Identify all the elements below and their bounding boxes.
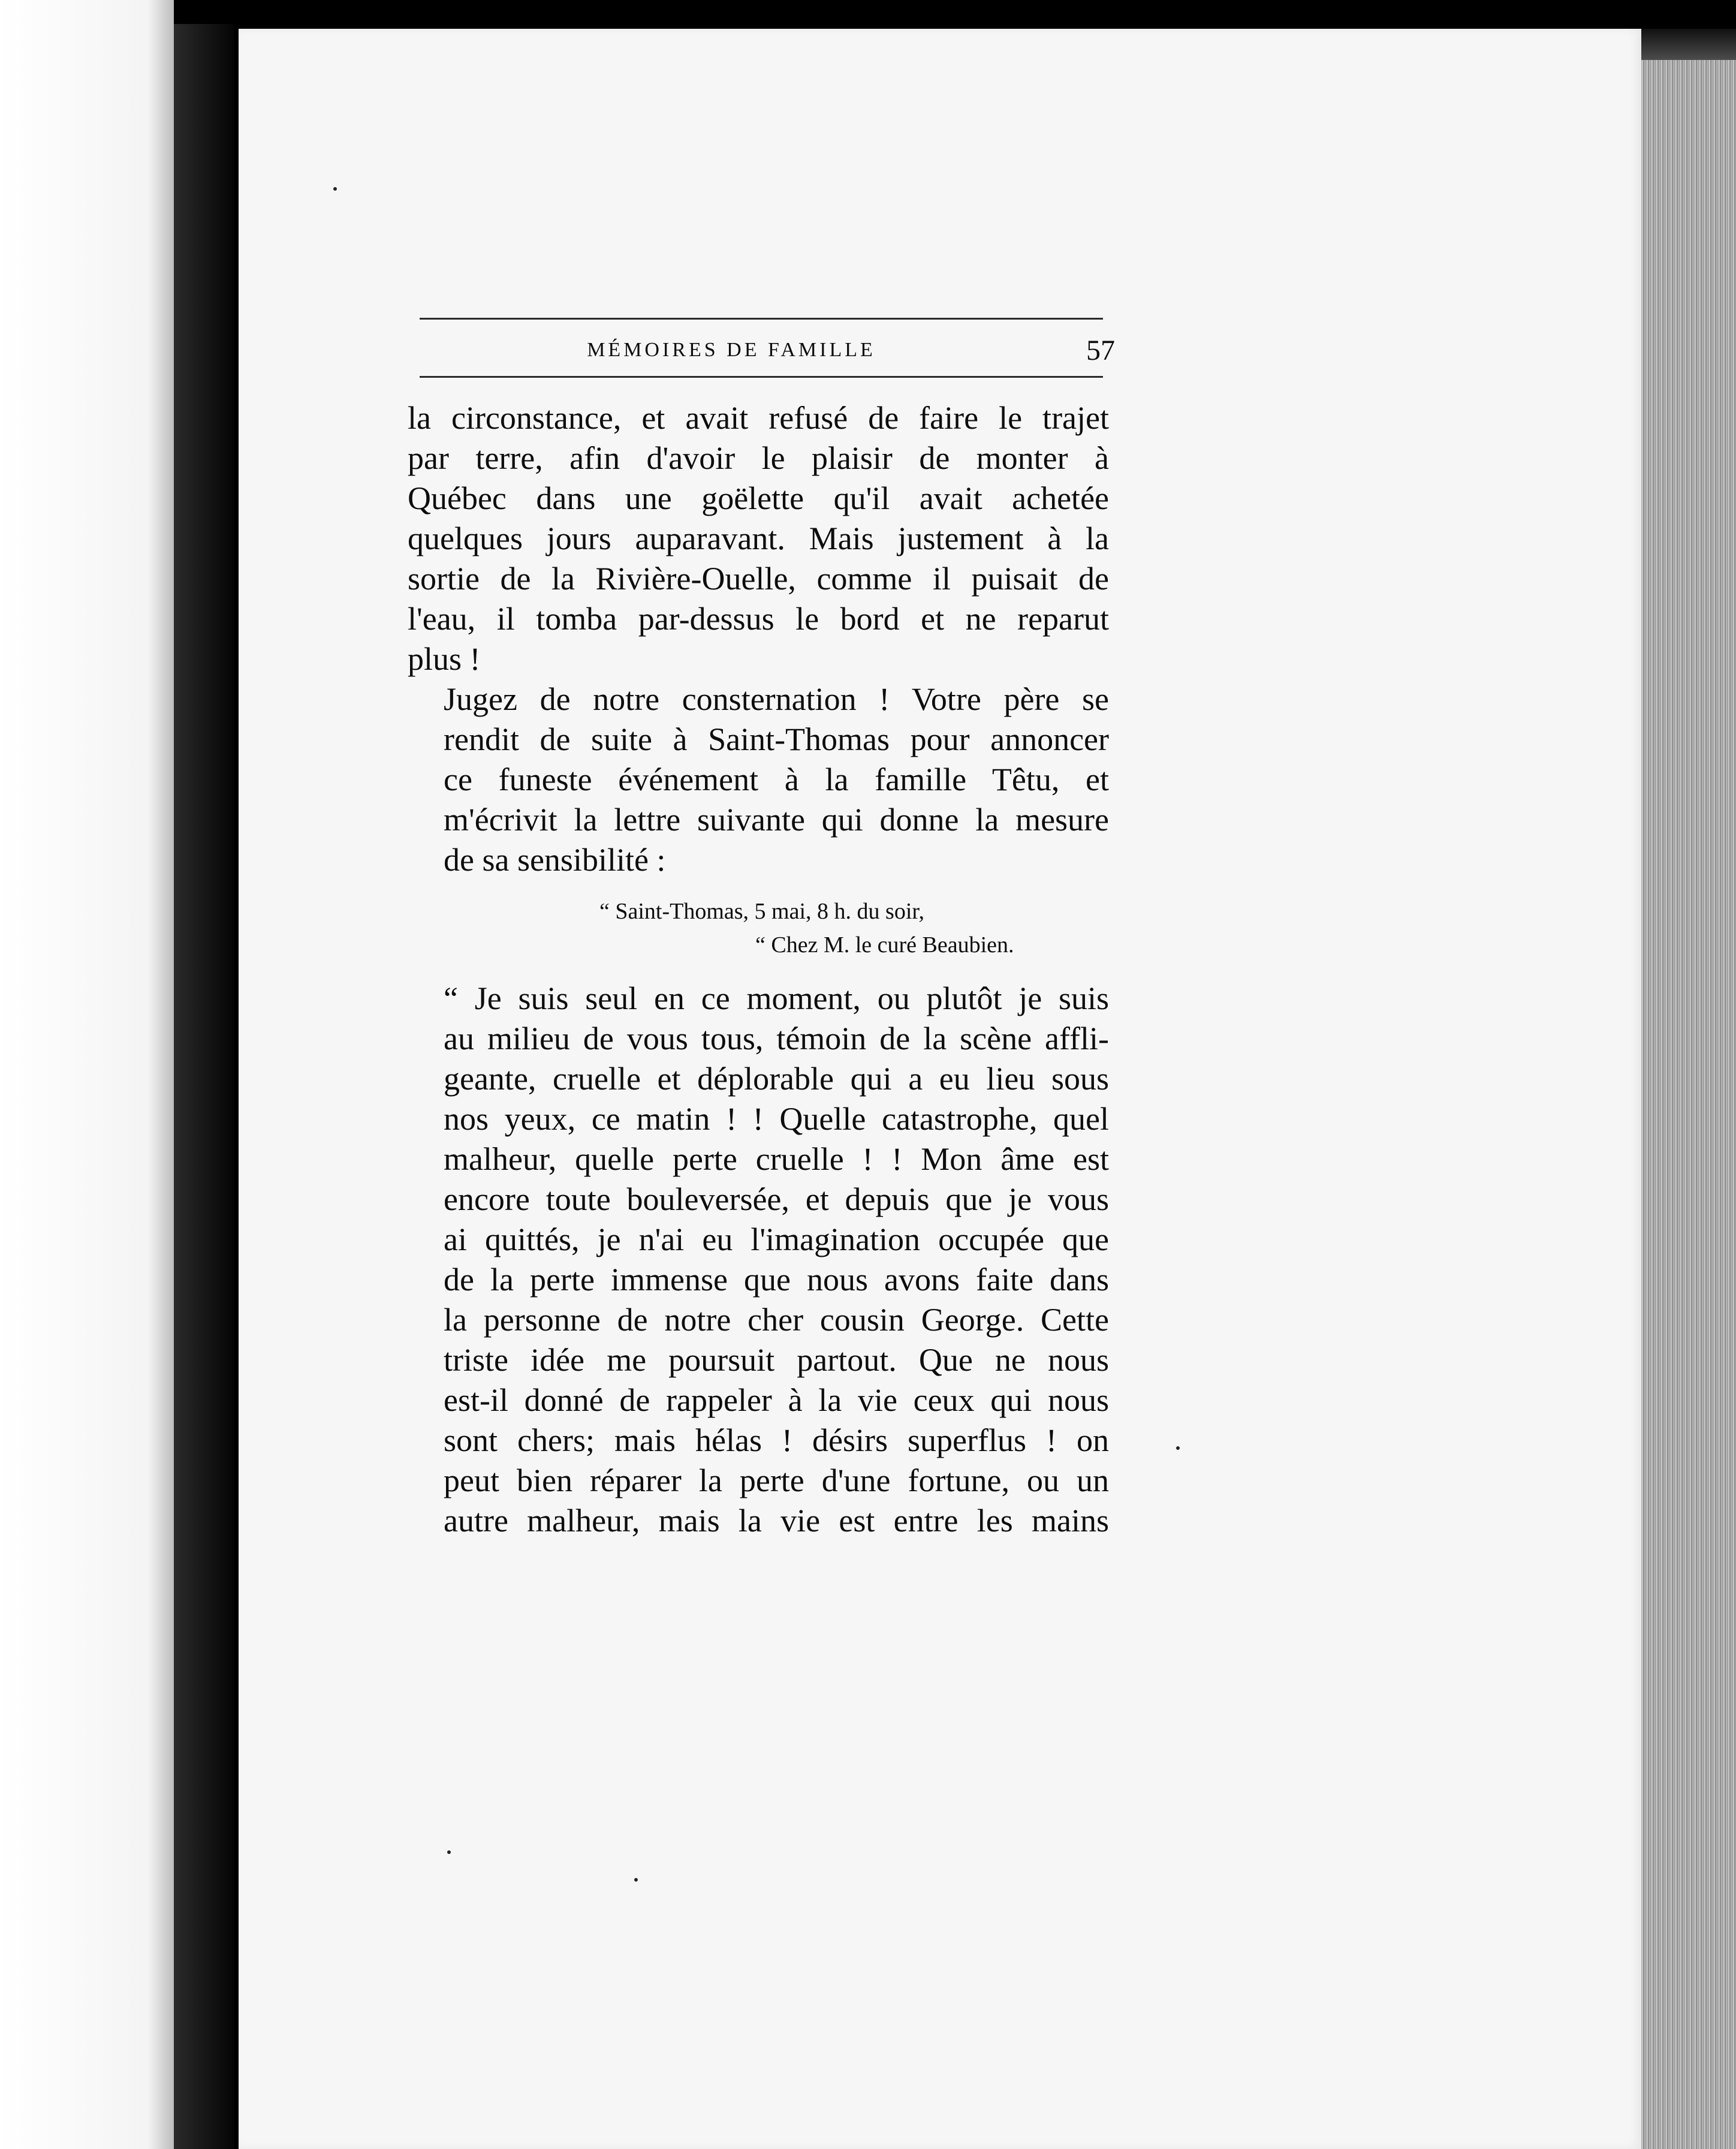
facing-page-edge	[0, 0, 174, 2149]
scan-speck	[634, 1878, 638, 1882]
text-line: autre malheur, mais la vie est entre les mains	[444, 1503, 1109, 1539]
text-line: “ Je suis seul en ce moment, ou plutôt je suis	[444, 980, 1109, 1016]
text-line: Québec dans une goëlette qu'il avait achetée	[408, 480, 1109, 516]
dateline-place-date: “ Saint-Thomas, 5 mai, 8 h. du soir,	[599, 899, 925, 924]
text-line: malheur, quelle perte cruelle ! ! Mon âme est	[444, 1141, 1109, 1177]
text-line: ce funeste événement à la famille Têtu, et	[444, 762, 1109, 797]
text-line: encore toute bouleversée, et depuis que je vous	[444, 1181, 1109, 1217]
page-stack-edges	[1641, 60, 1736, 2149]
text-line: Jugez de notre consternation ! Votre père se	[444, 681, 1109, 717]
page-text-block	[408, 318, 1115, 1541]
header-rule-bottom	[420, 376, 1103, 378]
text-line: la personne de notre cher cousin George. Cette	[444, 1302, 1109, 1338]
dateline-address: “ Chez M. le curé Beaubien.	[755, 932, 1014, 958]
text-line: sortie de la Rivière-Ouelle, comme il puisait de	[408, 561, 1109, 597]
text-line: triste idée me poursuit partout. Que ne nous	[444, 1342, 1109, 1378]
paragraph-2	[408, 679, 1109, 880]
text-line: sont chers; mais hélas ! désirs superflus ! on	[444, 1422, 1109, 1458]
page-stack-top-shadow	[1641, 29, 1736, 65]
book-gutter-shadow	[174, 24, 234, 2149]
text-line: au milieu de vous tous, témoin de la scène affli-	[444, 1021, 1109, 1057]
text-line: rendit de suite à Saint-Thomas pour annoncer	[444, 721, 1109, 757]
text-line: m'écrivit la lettre suivante qui donne la mesure	[444, 802, 1109, 838]
text-line: de la perte immense que nous avons faite dans	[444, 1262, 1109, 1298]
text-line: geante, cruelle et déplorable qui a eu lieu sous	[444, 1061, 1109, 1097]
text-line: quelques jours auparavant. Mais justement à la	[408, 520, 1109, 556]
scan-speck	[333, 187, 337, 191]
text-line: l'eau, il tomba par-dessus le bord et ne reparut	[408, 601, 1109, 637]
text-line: peut bien réparer la perte d'une fortune, ou un	[444, 1462, 1109, 1498]
running-head	[420, 334, 1115, 368]
scan-speck	[1176, 1446, 1180, 1450]
running-title: MÉMOIRES DE FAMILLE	[587, 339, 876, 361]
text-line: par terre, afin d'avoir le plaisir de monter à	[408, 440, 1109, 476]
paragraph-1	[408, 398, 1109, 679]
text-line: est-il donné de rappeler à la vie ceux qui nous	[444, 1382, 1109, 1418]
text-line: nos yeux, ce matin ! ! Quelle catastrophe, quel	[444, 1101, 1109, 1137]
text-line: de sa sensibilité :	[444, 842, 666, 878]
paragraph-3-letter	[408, 979, 1109, 1541]
text-line: plus !	[408, 641, 481, 677]
page-number: 57	[1086, 335, 1115, 366]
header-rule-top	[420, 318, 1103, 320]
scan-speck	[447, 1850, 451, 1854]
text-line: la circonstance, et avait refusé de faire le trajet	[408, 400, 1109, 436]
text-line: ai quittés, je n'ai eu l'imagination occupée que	[444, 1221, 1109, 1257]
letter-dateline	[408, 895, 1109, 962]
